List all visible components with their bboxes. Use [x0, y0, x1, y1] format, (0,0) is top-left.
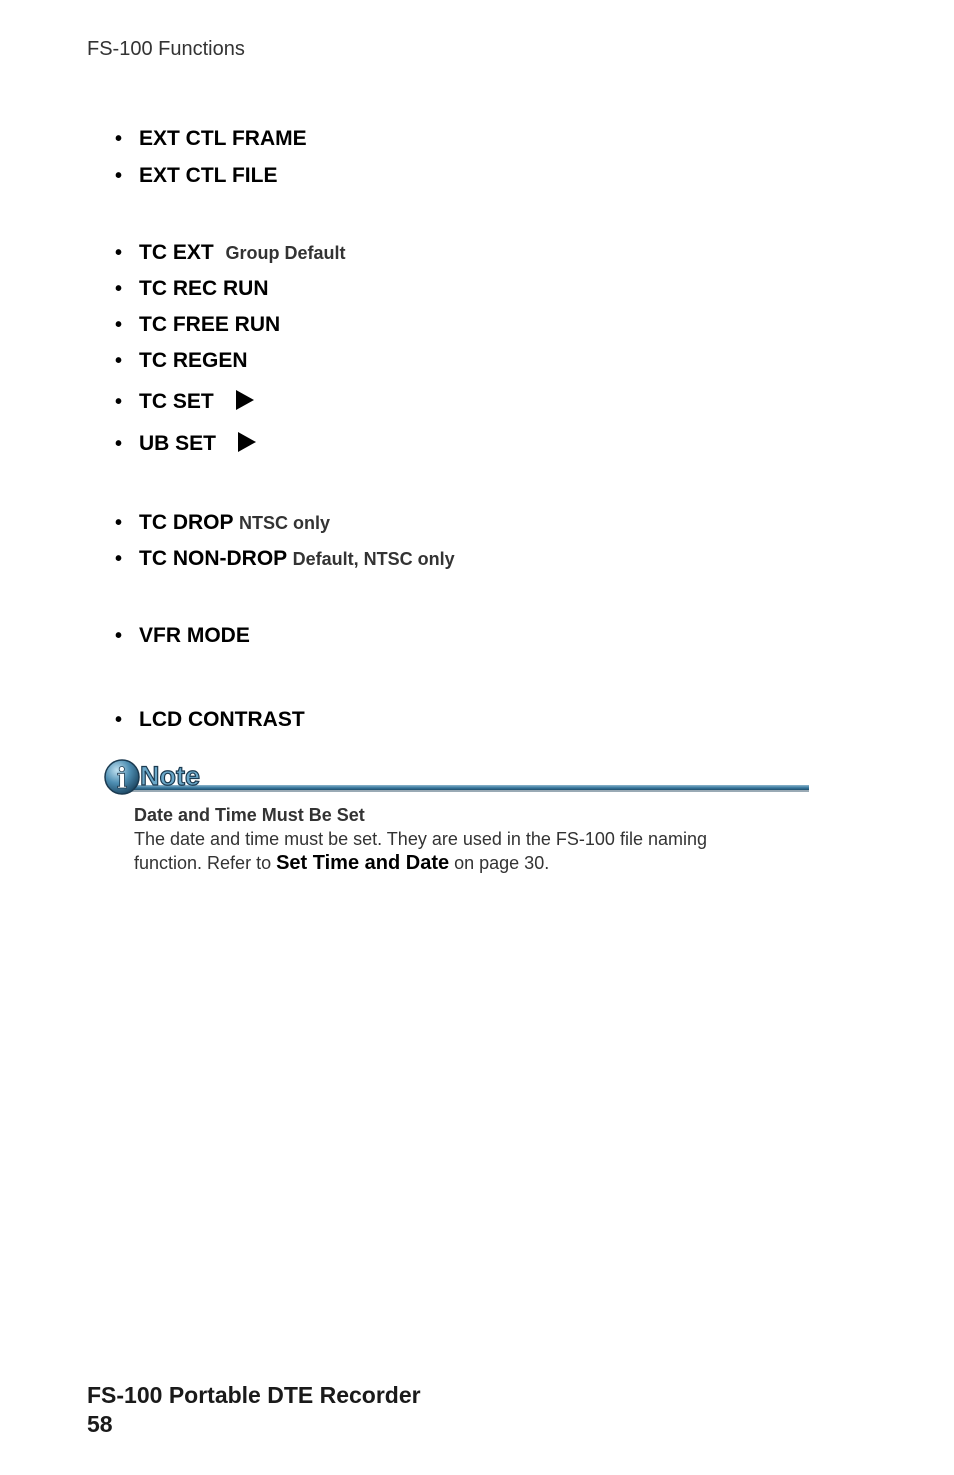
page-number: 58: [87, 1411, 113, 1437]
item-label: TC NON-DROP: [139, 547, 287, 570]
cross-reference-link[interactable]: Set Time and Date: [276, 852, 450, 874]
list-item-ext-ctl-file: [115, 162, 277, 190]
note-badge-word: Note: [140, 761, 200, 791]
item-label: EXT CTL FILE: [139, 164, 278, 187]
item-label: TC REGEN: [139, 349, 248, 372]
page-footer: [87, 1381, 421, 1439]
bullet-icon: •: [115, 165, 123, 187]
item-label: VFR MODE: [139, 624, 250, 647]
item-label: UB SET: [139, 432, 217, 455]
bullet-icon: •: [115, 625, 123, 647]
item-label: TC FREE RUN: [139, 313, 281, 336]
item-label: TC EXT: [139, 241, 214, 264]
list-item-tc-drop: [115, 509, 330, 537]
info-icon: [105, 760, 139, 795]
item-note: Default, NTSC only: [292, 549, 455, 569]
footer-title: FS-100 Portable DTE Recorder: [87, 1382, 421, 1408]
list-item-tc-free-run: [115, 311, 280, 339]
list-item-tc-set: [115, 388, 254, 416]
bullet-icon: •: [115, 128, 123, 150]
bullet-icon: •: [115, 512, 123, 534]
item-label: TC DROP: [139, 511, 234, 534]
bullet-icon: •: [115, 278, 123, 300]
submenu-arrow-icon: [236, 390, 254, 410]
submenu-arrow-icon: [238, 432, 256, 452]
note-line-2-prefix: function. Refer to: [134, 853, 277, 873]
item-label: EXT CTL FRAME: [139, 127, 307, 150]
note-line-2-suffix: on page 30.: [449, 853, 550, 873]
note-title: Date and Time Must Be Set: [134, 805, 365, 825]
note-line-2: [134, 851, 814, 875]
bullet-icon: •: [115, 314, 123, 336]
item-note: NTSC only: [238, 513, 330, 533]
list-item-ext-ctl-frame: [115, 125, 307, 153]
list-item-tc-rec-run: [115, 275, 269, 303]
list-item-tc-regen: [115, 347, 248, 375]
bullet-icon: •: [115, 391, 123, 413]
list-item-lcd-contrast: [115, 706, 305, 734]
item-label: TC REC RUN: [139, 277, 269, 300]
bullet-icon: •: [115, 242, 123, 264]
list-item-tc-non-drop: [115, 545, 455, 573]
list-item-vfr-mode: [115, 622, 250, 650]
list-item-tc-ext: [115, 239, 346, 267]
bullet-icon: •: [115, 350, 123, 372]
bullet-icon: •: [115, 433, 123, 455]
item-label: TC SET: [139, 390, 214, 413]
note-badge-letter: i: [116, 762, 128, 795]
note-line-1: The date and time must be set. They are used in the FS-100 file naming: [134, 829, 707, 849]
bullet-icon: •: [115, 709, 123, 731]
note-banner: [103, 758, 809, 798]
item-label: LCD CONTRAST: [139, 708, 305, 731]
note-content: [134, 803, 814, 875]
item-note: Group Default: [225, 243, 346, 263]
bullet-icon: •: [115, 548, 123, 570]
list-item-ub-set: [115, 430, 256, 458]
running-header: FS-100 Functions: [87, 38, 245, 60]
